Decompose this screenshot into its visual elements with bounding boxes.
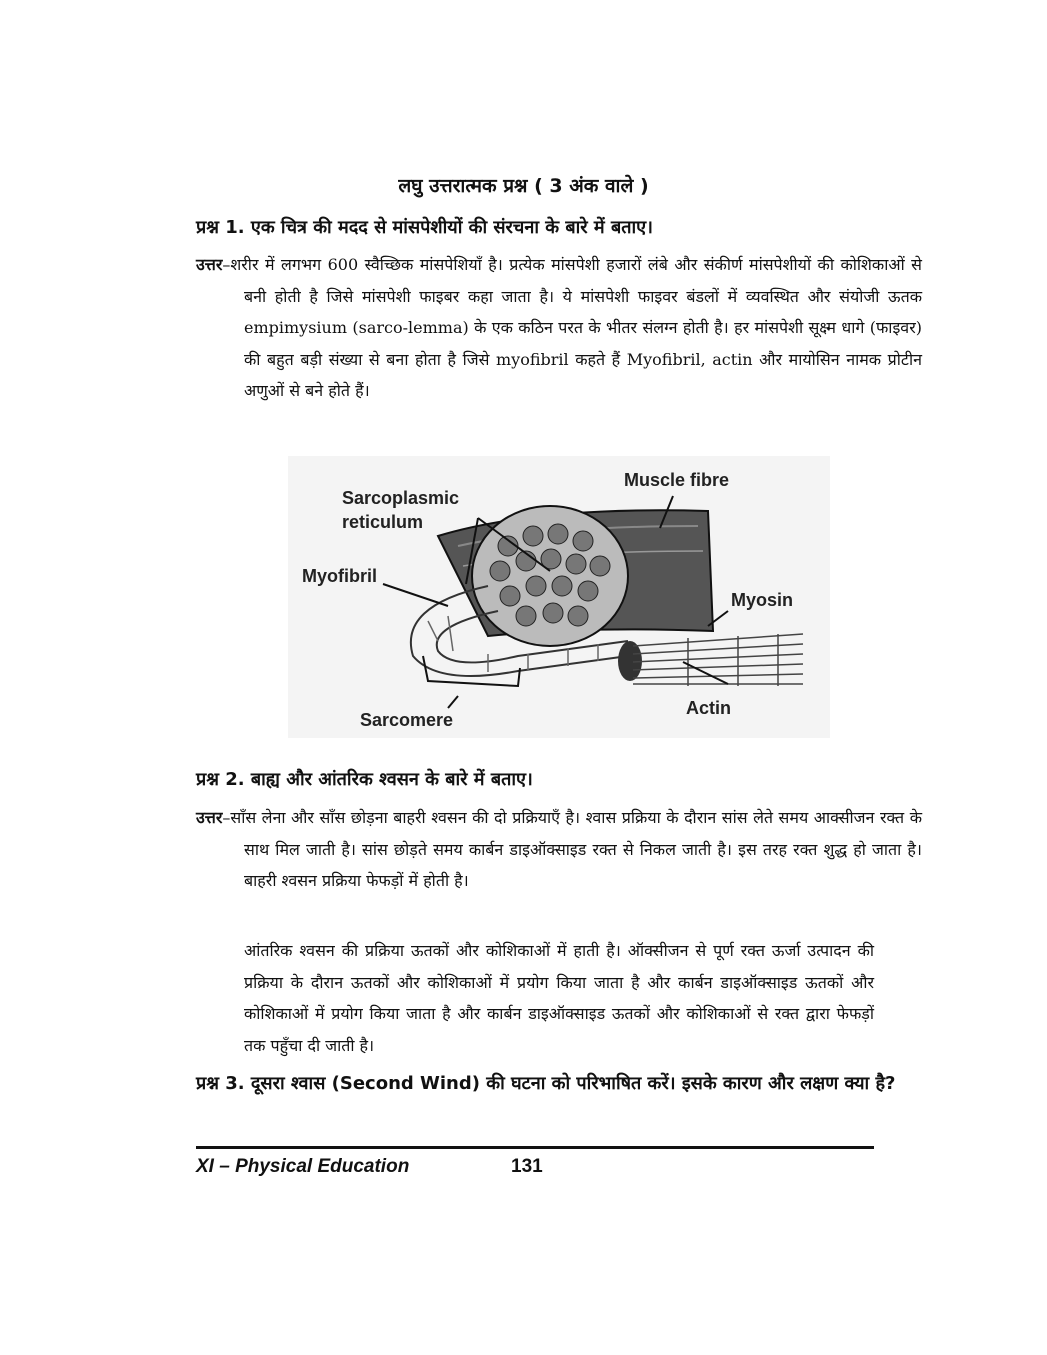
page-number: 131 xyxy=(511,1156,543,1177)
answer-1-text: –शरीर में लगभग 600 स्वैच्छिक मांसपेशियाँ है। प्रत्येक मांसपेशी हजारों लंबे और संकीर्ण मांसपेशीयों की कोशिकाओं से बनी होती है जिसे मांसपेशी फाइबर कहा जाता है। ये मांसपेशी फाइवर बंडलों में व्यवस्थित और संयोजी ऊतक empimysium (sarco-lemma) के एक कठिन परत के भीतर संलग्न होती है। हर मांसपेशी सूक्ष्म धागे (फाइवर) की बहुत बड़ी संख्या से बना होता है जिसे myofibril कहते हैं Myofibril, actin और मायोसिन नामक प्रोटीन अणुओं से बने होते हैं। xyxy=(222,255,922,400)
diagram-label-muscle-fibre: Muscle fibre xyxy=(624,470,730,490)
answer-2-text: –साँस लेना और साँस छोड़ना बाहरी श्वसन की दो प्रक्रियाएँ है। श्वास प्रक्रिया के दौरान सांस लेते समय आक्सीजन रक्त के साथ मिल जाती है। सांस छोड़ते समय कार्बन डाइऑक्साइड रक्त से निकल जाती है। इस तरह रक्त शुद्ध हो जाता है। बाहरी श्वसन प्रक्रिया फेफड़ों में होती है। xyxy=(222,808,922,890)
diagram-label-sarcoplasmic-2: reticulum xyxy=(342,512,424,532)
muscle-diagram-svg xyxy=(288,456,830,738)
diagram-label-sarcoplasmic-1: Sarcoplasmic xyxy=(342,488,460,508)
muscle-structure-diagram xyxy=(288,456,830,738)
diagram-label-actin: Actin xyxy=(686,698,731,718)
diagram-label-sarcomere: Sarcomere xyxy=(360,710,454,730)
section-title: लघु उत्तरात्मक प्रश्न ( 3 अंक वाले ) xyxy=(398,175,649,197)
question-2: प्रश्न 2. बाह्य और आंतरिक श्वसन के बारे में बताए। xyxy=(196,769,533,790)
answer-2 xyxy=(196,802,922,897)
answer-label: उत्तर xyxy=(196,808,223,827)
footer-subject: XI – Physical Education xyxy=(196,1156,410,1177)
question-1: प्रश्न 1. एक चित्र की मदद से मांसपेशीयों की संरचना के बारे में बताए। xyxy=(196,217,653,238)
diagram-label-myosin: Myosin xyxy=(731,590,794,610)
footer-rule xyxy=(196,1146,874,1149)
answer-1 xyxy=(196,249,922,407)
answer-label: उत्तर xyxy=(196,255,223,274)
diagram-label-myofibril: Myofibril xyxy=(302,566,377,586)
answer-2-paragraph-2: आंतरिक श्वसन की प्रक्रिया ऊतकों और कोशिकाओं में हाती है। ऑक्सीजन से पूर्ण रक्त ऊर्जा उत्पादन की प्रक्रिया के दौरान ऊतकों और कोशिकाओं में प्रयोग किया जाता है और कार्बन डाइऑक्साइड ऊतकों और कोशिकाओं में प्रयोग किया जाता है और कार्बन डाइऑक्साइड ऊतकों और कोशिकाओं से रक्त द्वारा फेफड़ों तक पहुँचा दी जाती है। xyxy=(244,941,874,1055)
question-3: प्रश्न 3. दूसरा श्वास (Second Wind) की घटना को परिभाषित करें। इसके कारण और लक्षण क्या है? xyxy=(196,1073,896,1094)
